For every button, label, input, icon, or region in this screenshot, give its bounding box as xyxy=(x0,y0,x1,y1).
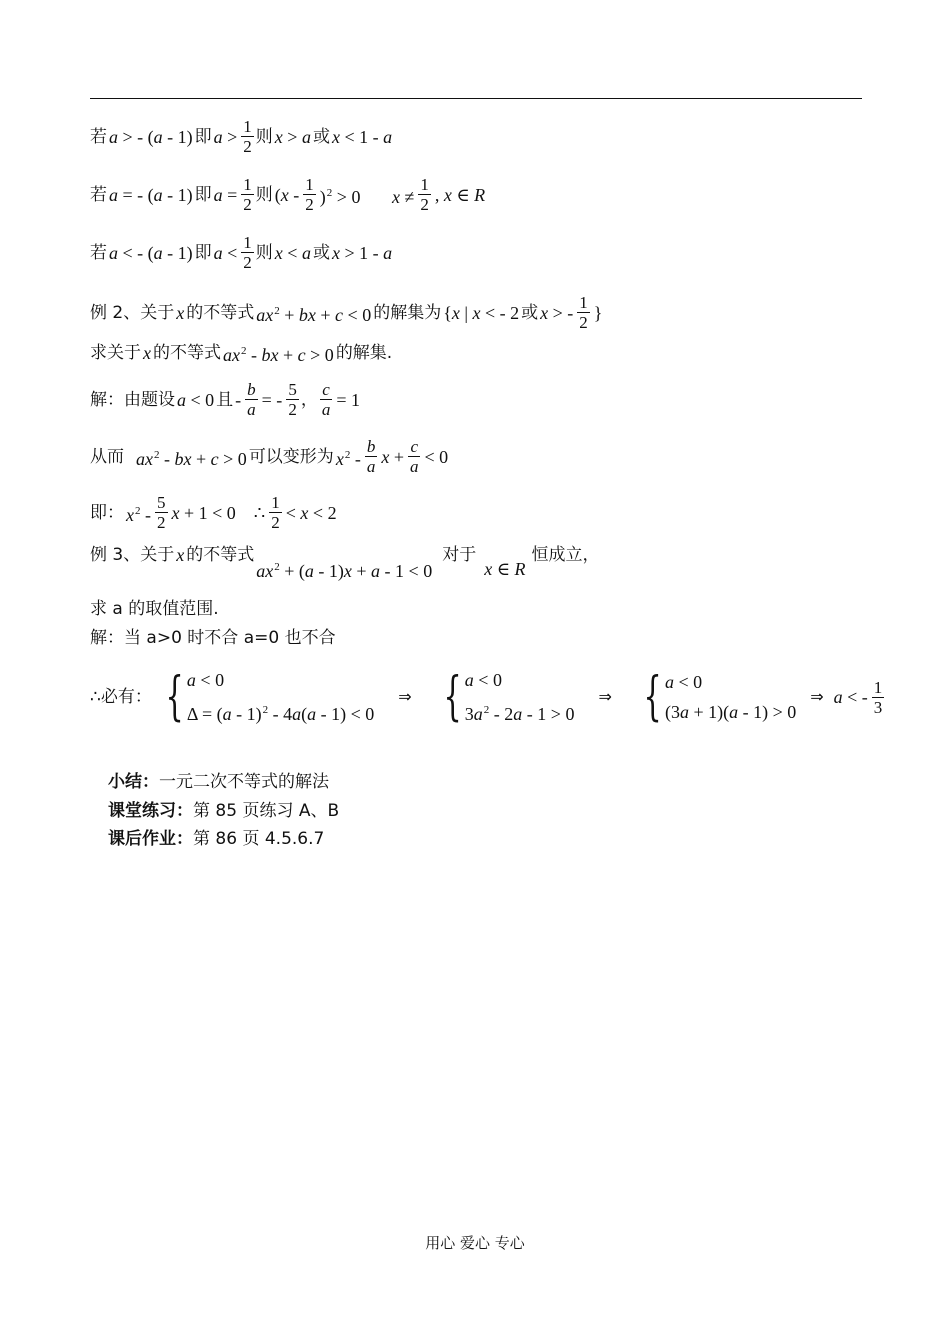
text: 或 xyxy=(312,126,330,147)
text: 或 xyxy=(521,302,539,323)
fraction: $\frac{1}{3}$ xyxy=(873,677,883,717)
text: ∴必有： xyxy=(90,687,152,707)
text: 若 xyxy=(90,242,107,263)
fraction: $\frac{b}{a}$ xyxy=(247,380,256,419)
system-3: { a < 0 (3a + 1)(a - 1) > 0 xyxy=(643,667,797,727)
formula: a = - (a - 1) xyxy=(109,184,193,205)
formula: a > - (a - 1) xyxy=(109,126,193,147)
homework-text: 第 86 页 4.5.6.7 xyxy=(193,829,325,849)
formula: a < xyxy=(213,242,238,263)
text: 求关于 xyxy=(90,343,141,363)
text: 可以变形为 xyxy=(248,446,334,467)
case-line-2 xyxy=(90,175,487,214)
formula: } xyxy=(593,302,603,323)
system-2: { a < 0 $3a^2 - 2a - 1 > 0$ xyxy=(443,667,575,727)
homework-line xyxy=(108,828,324,850)
fraction: $\frac{1}{2}$ xyxy=(243,117,252,156)
formula: x > a xyxy=(274,126,311,147)
summary-text: 一元二次不等式的解法 xyxy=(159,772,329,792)
formula: a < - (a - 1) xyxy=(109,242,193,263)
fraction: $\frac{1}{2}$ xyxy=(243,175,252,214)
text: 的不等式 xyxy=(186,302,255,323)
text: 求 a 的取值范围. xyxy=(90,599,219,619)
text: 即 xyxy=(194,184,212,205)
practice-label: 课堂练习： xyxy=(108,801,193,821)
formula: x + 1 < 0 ∴ xyxy=(171,502,266,523)
text: 对于 xyxy=(442,545,477,565)
solution2-line-3 xyxy=(90,493,339,532)
fraction: $\frac{c}{a}$ xyxy=(321,380,331,419)
text: 例 3、关于 xyxy=(90,545,175,565)
text: 例 2、关于 xyxy=(90,302,175,323)
summary-label: 小结： xyxy=(108,772,159,792)
formula: $ax^2 + (a - 1)x + a - 1 < 0$ xyxy=(256,561,433,581)
system-line xyxy=(90,665,886,729)
fraction: $\frac{1}{2}$ xyxy=(579,293,588,332)
formula: x > - xyxy=(540,302,574,323)
formula: x + xyxy=(381,446,404,467)
text: 恒成立， xyxy=(531,545,600,565)
example3-line-1 xyxy=(90,542,600,581)
text: 即 xyxy=(194,242,212,263)
fraction: $\frac{1}{2}$ xyxy=(420,175,429,214)
header-rule xyxy=(90,98,862,99)
implies-icon: ⇒ xyxy=(398,687,412,706)
formula: = 1 xyxy=(336,389,360,410)
text: 则 xyxy=(255,184,273,205)
formula: , x ∈ R xyxy=(434,184,486,205)
fraction: $\frac{b}{a}$ xyxy=(366,437,376,476)
page-footer: 用心 爱心 专心 xyxy=(425,1234,525,1252)
practice-text: 第 85 页练习 A、B xyxy=(193,801,340,821)
fraction: $\frac{5}{2}$ xyxy=(288,380,297,419)
formula: x xyxy=(176,545,185,565)
fraction: $\frac{1}{2}$ xyxy=(305,175,314,214)
example3-line-3 xyxy=(90,627,336,649)
case-line-3 xyxy=(90,233,394,272)
text: 若 xyxy=(90,126,107,147)
formula: $ax^2$ - bx + c > 0 xyxy=(136,448,247,469)
formula: < x < 2 xyxy=(285,502,337,523)
implies-icon: ⇒ xyxy=(598,687,612,706)
implies-icon: ⇒ xyxy=(810,687,824,706)
example2-line-1 xyxy=(90,293,604,332)
practice-line xyxy=(108,800,339,822)
text: 且 xyxy=(216,389,234,410)
formula: x xyxy=(176,302,185,323)
formula: - xyxy=(235,389,242,410)
text: 则 xyxy=(255,126,273,147)
formula: a > xyxy=(213,126,238,147)
text: 解：由题设 xyxy=(90,389,175,410)
text: 或 xyxy=(312,242,330,263)
formula: x > 1 - a xyxy=(331,242,393,263)
summary-line xyxy=(108,771,329,793)
formula: a = xyxy=(213,184,238,205)
formula: $x^2$ - xyxy=(335,448,361,469)
formula: (x - xyxy=(274,184,300,205)
formula: a < 0 xyxy=(177,389,215,410)
solution2-line-2 xyxy=(90,437,450,476)
text: 的不等式 xyxy=(186,545,255,565)
formula: x < 1 - a xyxy=(331,126,393,147)
fraction: $\frac{c}{a}$ xyxy=(409,437,419,476)
formula: < 0 xyxy=(424,446,449,467)
formula: a < - xyxy=(833,687,868,707)
formula: x xyxy=(143,343,151,363)
formula: $ax^2$ + bx + c < 0 xyxy=(256,304,372,325)
fraction: $\frac{5}{2}$ xyxy=(157,493,166,532)
formula: )$^2$ > 0 x ≠ xyxy=(319,186,415,207)
solution2-line-1 xyxy=(90,380,362,419)
example2-line-2 xyxy=(90,340,392,366)
fraction: $\frac{1}{2}$ xyxy=(271,493,280,532)
text: 即 xyxy=(194,126,212,147)
text: 的解集. xyxy=(335,343,393,363)
formula: = - xyxy=(261,389,283,410)
formula: x ∈ R xyxy=(484,559,526,579)
formula: $x^2$ - xyxy=(126,504,151,525)
homework-label: 课后作业： xyxy=(108,829,193,849)
text: 解：当 a>0 时不合 a=0 也不合 xyxy=(90,628,336,648)
case-line-1 xyxy=(90,117,394,156)
formula: {x | x < - 2 xyxy=(443,302,520,323)
system-1: { a < 0 Δ = (a - 1)$^2$ - 4a(a - 1) < 0 xyxy=(165,667,375,727)
text: ， xyxy=(300,389,318,410)
text: 则 xyxy=(255,242,273,263)
formula: $ax^2$ - bx + c > 0 xyxy=(223,345,334,365)
text: 从而 xyxy=(90,446,124,467)
text: 的解集为 xyxy=(373,302,442,323)
text: 的不等式 xyxy=(153,343,221,363)
text: 即： xyxy=(90,502,124,523)
formula: x < a xyxy=(274,242,311,263)
fraction: $\frac{1}{2}$ xyxy=(243,233,252,272)
text: 若 xyxy=(90,184,107,205)
example3-line-2 xyxy=(90,598,219,620)
